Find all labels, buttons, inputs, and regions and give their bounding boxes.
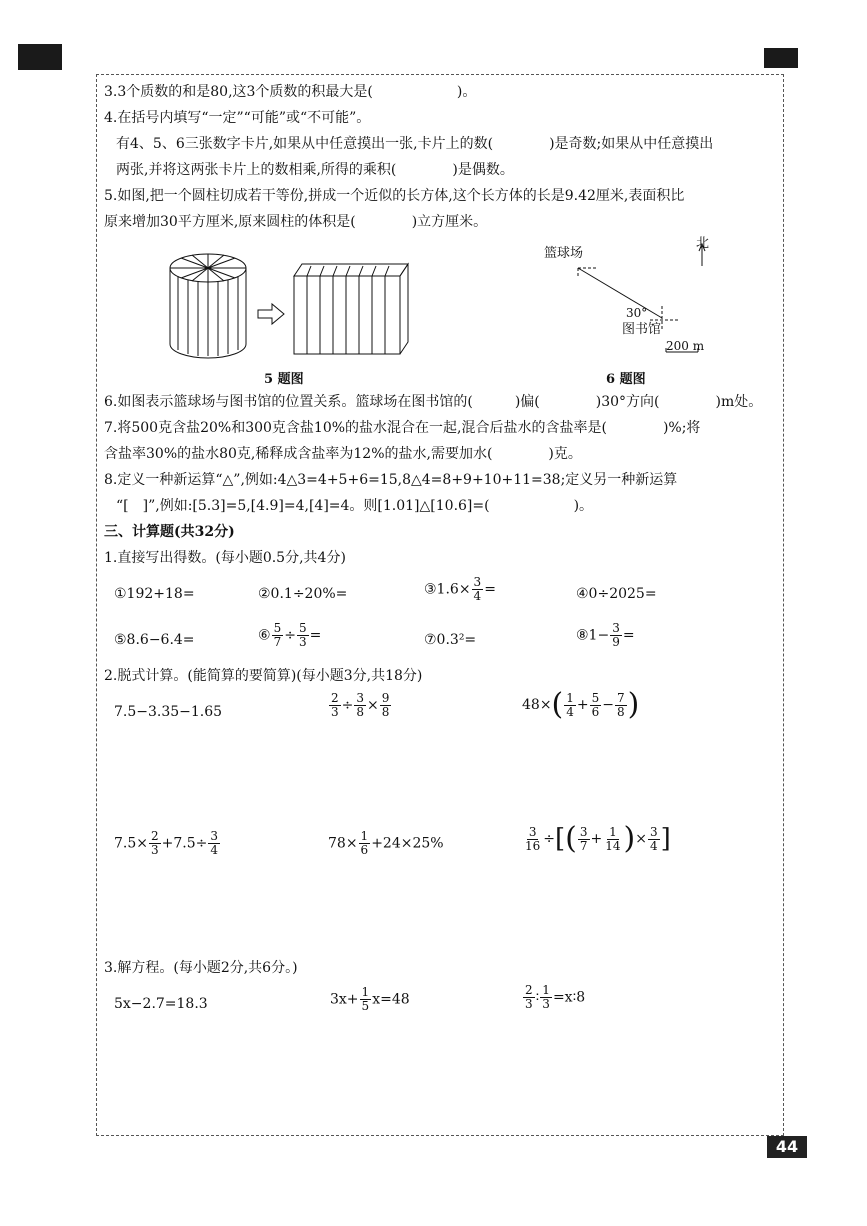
fraction: $\frac{3}{4}$: [473, 575, 482, 603]
equations-title: 3.解方程。(每小题2分,共6分。): [104, 960, 298, 976]
step-problem-2: [328, 692, 392, 719]
direct-item-2: ②0.1÷20%=: [258, 586, 348, 602]
direct-item-7: ⑦0.3²=: [424, 632, 477, 648]
operator: ÷: [341, 697, 354, 714]
equation-2: [330, 986, 410, 1013]
prefix: 48×: [522, 697, 552, 713]
equation-3: [522, 984, 585, 1011]
fraction: $\frac{3}{9}$: [612, 621, 620, 649]
question-4-line2: 两张,并将这两张卡片上的数相乘,所得的乘积( )是偶数。: [116, 162, 514, 178]
paren-close: ): [623, 821, 636, 856]
direct-item-4: ④0÷2025=: [576, 586, 657, 602]
fraction: $\frac{3}{4}$: [650, 824, 658, 853]
question-7-line1: 7.将500克含盐20%和300克含盐10%的盐水混合在一起,混合后盐水的含盐率是( )%;将: [104, 420, 701, 436]
prefix: 78×: [328, 835, 358, 852]
question-4-line1: 有4、5、6三张数字卡片,如果从中任意摸出一张,卡片上的数( )是奇数;如果从中任意摸出: [116, 136, 714, 152]
figure-5: [168, 244, 418, 364]
direct-item-3: [424, 576, 496, 603]
fraction: $\frac{1}{4}$: [566, 690, 574, 719]
page-number: 44: [767, 1136, 807, 1158]
fraction: $\frac{5}{3}$: [298, 621, 307, 649]
map-scale-label: 200 m: [666, 339, 705, 353]
corner-mark-right: [764, 48, 798, 68]
paren-open: (: [565, 821, 577, 856]
prefix: 3x+: [330, 991, 359, 1008]
map-north-label: 北: [696, 236, 710, 251]
question-6: 6.如图表示篮球场与图书馆的位置关系。篮球场在图书馆的( )偏( )30°方向( )m处。: [104, 394, 763, 410]
paren-close: ): [627, 687, 640, 722]
direct-item-3-prefix: ③1.6×: [424, 581, 471, 598]
step-problem-4: [114, 830, 221, 857]
question-8-line2: “[ ]”,例如:[5.3]=5,[4.9]=4,[4]=4。则[1.01]△[10.6]=( )。: [116, 498, 594, 514]
map-library-label: 图书馆: [622, 322, 662, 337]
figure-6-caption: 6 题图: [606, 372, 646, 387]
bracket-open: [: [555, 824, 566, 854]
question-5-line2: 原来增加30平方厘米,原来圆柱的体积是( )立方厘米。: [104, 214, 488, 230]
bracket-close: ]: [660, 824, 671, 854]
fraction: $\frac{3}{16}$: [525, 824, 541, 853]
fraction: $\frac{2}{3}$: [151, 829, 159, 857]
operator: +: [576, 697, 589, 713]
map-angle-label: 30°: [626, 306, 648, 320]
fraction: $\frac{1}{3}$: [542, 983, 550, 1011]
fraction: $\frac{3}{4}$: [210, 829, 219, 857]
section-3-title: 三、计算题(共32分): [104, 524, 235, 540]
equals: =: [622, 627, 635, 644]
suffix: =x∶8: [552, 989, 586, 1006]
figure-5-caption: 5 题图: [264, 372, 304, 387]
suffix: x=48: [372, 991, 410, 1008]
operator: +: [590, 831, 603, 847]
fraction: $\frac{2}{3}$: [331, 691, 339, 719]
operator: ×: [635, 831, 647, 847]
operator: ×: [367, 697, 379, 714]
direct-calc-title: 1.直接写出得数。(每小题0.5分,共4分): [104, 550, 346, 566]
equation-1: 5x−2.7=18.3: [114, 996, 208, 1012]
question-7-line2: 含盐率30%的盐水80克,稀释成含盐率为12%的盐水,需要加水( )克。: [104, 446, 582, 462]
equals: =: [484, 581, 496, 598]
direct-item-5: ⑤8.6−6.4=: [114, 632, 195, 648]
step-problem-5: [328, 830, 444, 857]
step-problem-3: [522, 687, 640, 722]
direct-item-8: [576, 622, 635, 649]
question-8-line1: 8.定义一种新运算“△”,例如:4△3=4+5+6=15,8△4=8+9+10+11=38;定义另一种新运算: [104, 472, 678, 488]
question-5-line1: 5.如图,把一个圆柱切成若干等份,拼成一个近似的长方体,这个长方体的长是9.42厘米,表面积比: [104, 188, 685, 204]
middle: +7.5÷: [161, 835, 208, 852]
step-problem-1: 7.5−3.35−1.65: [114, 704, 223, 720]
corner-mark-left: [18, 44, 62, 70]
fraction: $\frac{3}{8}$: [356, 691, 365, 719]
question-3: 3.3个质数的和是80,这3个质数的积最大是( )。: [104, 84, 477, 100]
direct-item-6-prefix: ⑥: [258, 627, 271, 644]
question-4-title: 4.在括号内填写“一定”“可能”或“不可能”。: [104, 110, 371, 126]
fraction: $\frac{5}{6}$: [591, 690, 600, 719]
equals: =: [309, 627, 322, 644]
fraction: $\frac{1}{14}$: [605, 824, 621, 853]
paren-open: (: [551, 687, 564, 722]
fraction: $\frac{3}{7}$: [579, 824, 588, 853]
map-court-label: 篮球场: [544, 246, 584, 261]
operator: −: [602, 697, 615, 713]
divide-sign: ÷: [284, 627, 296, 644]
prefix: 7.5×: [114, 835, 148, 852]
fraction: $\frac{2}{3}$: [525, 983, 533, 1011]
fraction: $\frac{9}{8}$: [381, 691, 390, 719]
direct-item-8-prefix: ⑧1−: [576, 627, 610, 644]
fraction: $\frac{7}{8}$: [617, 690, 625, 719]
operator: ÷: [543, 831, 556, 847]
step-problem-6: [522, 821, 671, 856]
direct-item-6: [258, 622, 321, 649]
step-calc-title: 2.脱式计算。(能简算的要简算)(每小题3分,共18分): [104, 668, 423, 684]
suffix: +24×25%: [371, 835, 444, 852]
fraction: $\frac{1}{5}$: [361, 985, 370, 1013]
ratio-colon: ∶: [535, 989, 540, 1006]
fraction: $\frac{1}{6}$: [360, 829, 369, 857]
direct-item-1: ①192+18=: [114, 586, 195, 602]
fraction: $\frac{5}{7}$: [273, 621, 282, 649]
